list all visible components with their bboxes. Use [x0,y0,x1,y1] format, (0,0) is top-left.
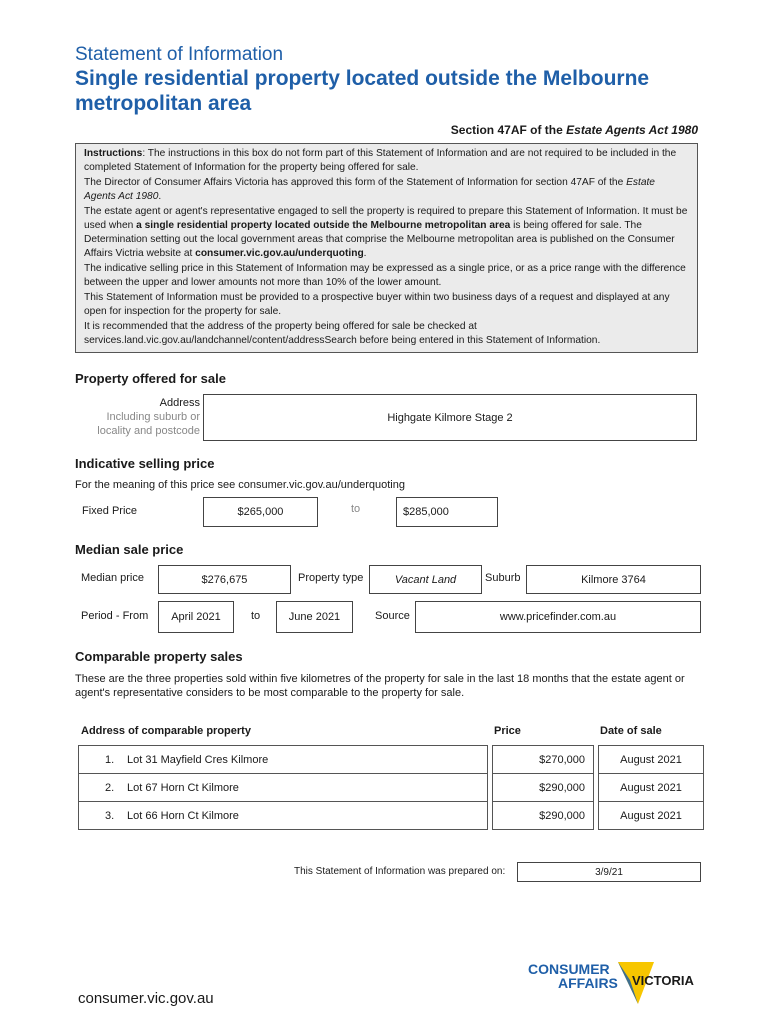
row-number: 1. [105,753,115,766]
instructions-p3e: . [363,248,367,259]
address-label: Address [159,397,200,409]
date-cell[interactable]: August 2021 [598,773,704,802]
prepared-label: This Statement of Information was prepared on: [294,866,506,877]
logo-line-2: AFFAIRS [558,975,618,991]
median-price-field[interactable]: $276,675 [158,565,291,594]
logo-line-3: VICTORIA [632,973,694,988]
suburb-label: Suburb [485,572,521,584]
row-number: 2. [105,781,115,794]
price-low-field[interactable]: $265,000 [203,497,318,527]
median-heading: Median sale price [75,542,184,557]
address-cell[interactable] [78,773,488,802]
period-from-label: Period - From [81,610,149,622]
section-reference [451,123,698,137]
table-row [78,773,704,802]
address-sublabel-2: locality and postcode [97,425,200,437]
property-type-field[interactable]: Vacant Land [369,565,482,594]
footer-url[interactable]: consumer.vic.gov.au [78,990,214,1007]
prepared-date-field[interactable]: 3/9/21 [517,862,701,882]
price-cell[interactable]: $270,000 [492,745,594,774]
consumer-affairs-logo [528,960,703,1010]
date-cell[interactable]: August 2021 [598,745,704,774]
price-cell[interactable]: $290,000 [492,801,594,830]
row-address: Lot 66 Horn Ct Kilmore [127,809,239,822]
instructions-p2b: Estate Agents Act 1980 [84,177,655,202]
instructions-p3c: is being offered for sale. The Determination setting out the local government areas that comprise the Melbourne metropolitan area is published on the Consumer Affairs Victria website at [84,220,675,259]
fixed-price-label: Fixed Price [82,505,138,517]
instructions-link: consumer.vic.gov.au/underquoting [195,248,364,259]
address-sublabel-1: Including suburb or [106,411,200,423]
instructions-p4: The indicative selling price in this Statement of Information may be expressed as a single price, or as a price range with the difference between the upper and lower amounts not more than 10% of the lower amount. [84,263,686,288]
period-from-field[interactable]: April 2021 [158,601,234,633]
date-cell[interactable]: August 2021 [598,801,704,830]
instructions-p3b: a single residential property located outside the Melbourne metropolitan area [136,220,511,231]
page-title: Single residential property located outside the Melbourne metropolitan area [75,67,650,115]
table-row [78,745,704,774]
period-to-field[interactable]: June 2021 [276,601,353,633]
logo-line-1: CONSUMER [528,961,610,977]
instructions-p2 [84,176,689,204]
instructions-p1-text: : The instructions in this box do not form part of this Statement of Information and are not required to be included in the completed Statement of Information for the property being offered for sale. [84,148,677,173]
source-label: Source [375,610,410,622]
instructions-p2c: . [158,191,162,202]
indicative-note: For the meaning of this price see consumer.vic.gov.au/underquoting [75,479,405,491]
instructions-p6: It is recommended that the address of the property being offered for sale be checked at services.land.vic.gov.au/landchannel/content/addressSearch before being entered in this Statement of Information. [84,321,601,346]
instructions-p1 [84,147,689,175]
section-prefix: Section 47AF of the [450,123,567,137]
property-type-label: Property type [298,572,364,584]
instructions-p5: This Statement of Information must be provided to a prospective buyer within two business days of a request and displayed at any open for inspection for the property for sale. [84,292,670,317]
instructions-label: Instructions [84,148,143,159]
suburb-field[interactable]: Kilmore 3764 [526,565,701,594]
price-to-label: to [351,503,361,515]
price-high-field[interactable]: $285,000 [396,497,498,527]
row-number: 3. [105,809,115,822]
instructions-p3 [84,205,689,261]
row-address: Lot 31 Mayfield Cres Kilmore [127,753,269,766]
page-subtitle: Statement of Information [75,44,284,65]
property-heading: Property offered for sale [75,371,226,386]
period-to-label: to [251,610,261,622]
instructions-box [75,143,698,353]
median-price-label: Median price [81,572,144,584]
address-label-group [80,396,200,438]
comparable-description: These are the three properties sold within five kilometres of the property for sale in the last 18 months that the estate agent or agent's representative considers to be most comparable to the property for sale. [75,673,685,699]
indicative-heading: Indicative selling price [75,456,215,471]
col-address-header: Address of comparable property [81,725,251,737]
instructions-p2a: The Director of Consumer Affairs Victoria has approved this form of the Statement of Information for section 47AF of the [84,177,627,188]
row-address: Lot 67 Horn Ct Kilmore [127,781,239,794]
table-row [78,801,704,830]
price-cell[interactable]: $290,000 [492,773,594,802]
instructions-p3a: The estate agent or agent's representative engaged to sell the property is required to prepare this Statement of Information. It must be used when [84,206,688,231]
section-act: Estate Agents Act 1980 [566,123,698,137]
source-field[interactable]: www.pricefinder.com.au [415,601,701,633]
address-field[interactable]: Highgate Kilmore Stage 2 [203,394,697,441]
col-date-header: Date of sale [600,725,662,737]
col-price-header: Price [494,725,521,737]
comparable-heading: Comparable property sales [75,649,243,664]
address-cell[interactable] [78,745,488,774]
address-cell[interactable] [78,801,488,830]
